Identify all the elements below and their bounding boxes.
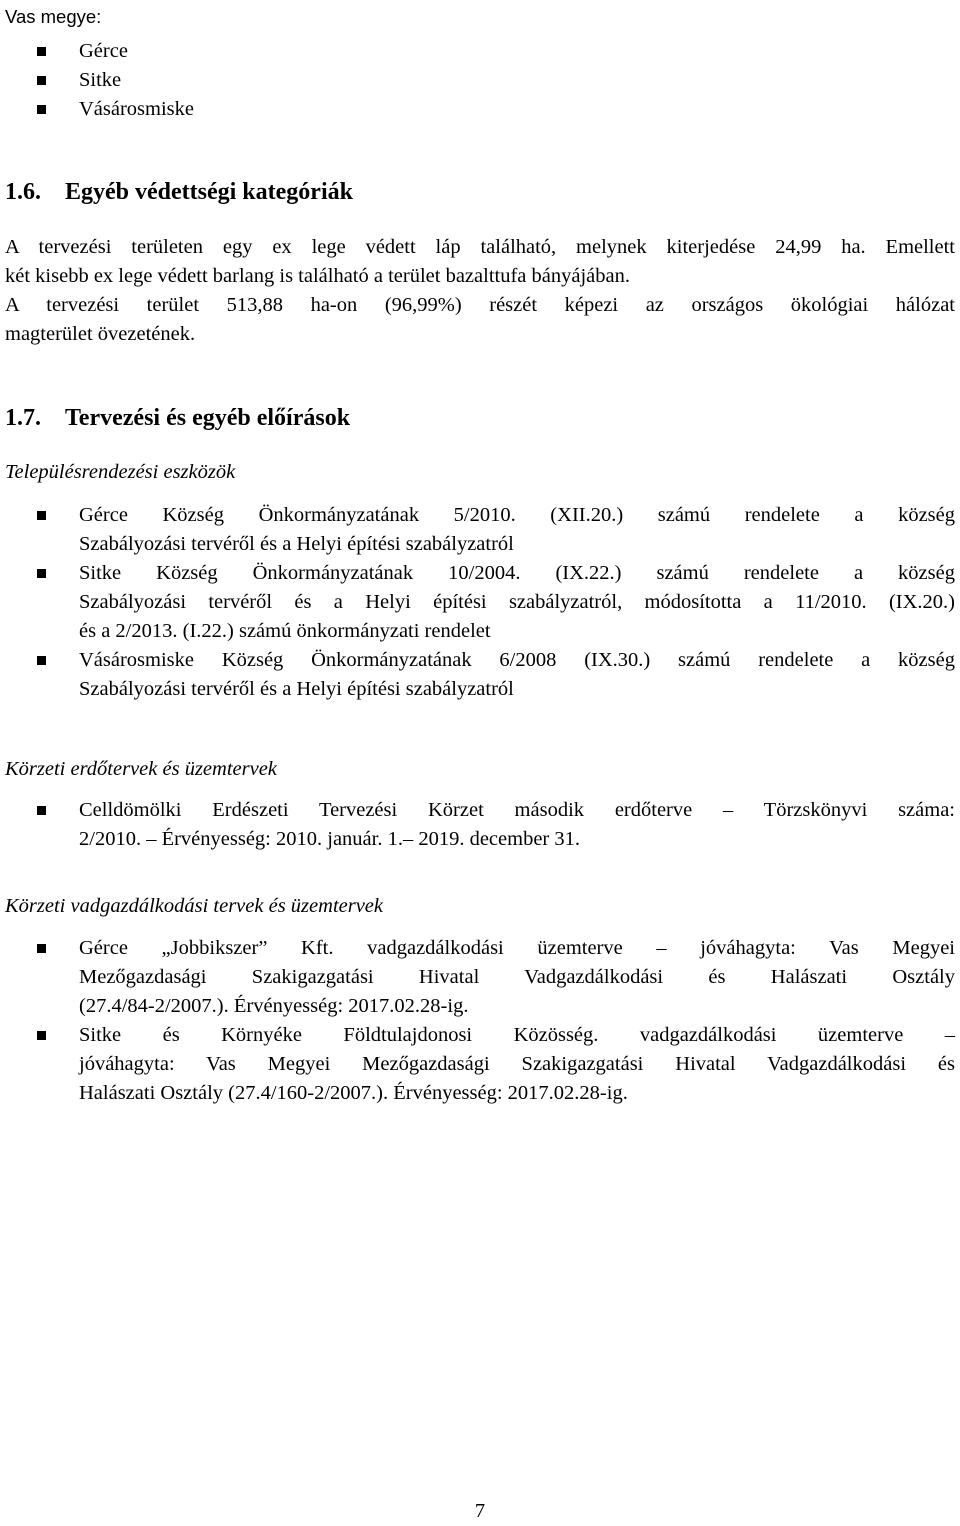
vad-list <box>5 934 955 1108</box>
erdo-list <box>5 796 955 854</box>
list-item: Vásárosmiske <box>5 95 955 124</box>
subheading-erdotervek: Körzeti erdőtervek és üzemtervek <box>5 758 277 780</box>
square-bullet-icon <box>37 569 46 578</box>
square-bullet-icon <box>37 105 46 114</box>
list-item: Celldömölki Erdészeti Tervezési Körzet második erdőterve – Törzskönyvi száma: 2/2010. – Érvényesség: 2010. január. 1.– 2019. december 31. <box>5 796 955 854</box>
list-item: Gérce Község Önkormányzatának 5/2010. (XII.20.) számú rendelete a község Szabályozási tervéről és a Helyi építési szabályzatról <box>5 501 955 559</box>
paragraph-line: két kisebb ex lege védett barlang is található a terület bazalttufa bányájában. <box>5 265 630 287</box>
list-item: Gérce <box>5 37 955 66</box>
square-bullet-icon <box>37 944 46 953</box>
list-item: Sitke <box>5 66 955 95</box>
document-page <box>5 0 955 1525</box>
list-item: Sitke Község Önkormányzatának 10/2004. (IX.22.) számú rendelete a község Szabályozási tervéről és a Helyi építési szabályzatról, módosította a 11/2010. (IX.20.) és a 2/2013. (I.22.) számú önkormányzati rendelet <box>5 559 955 646</box>
paragraph-line: A tervezési területen egy ex lege védett láp található, melynek kiterjedése 24,99 ha. Emellett <box>5 236 955 258</box>
section-1-6-paragraph <box>5 233 955 349</box>
square-bullet-icon <box>37 47 46 56</box>
square-bullet-icon <box>37 806 46 815</box>
list-item: Sitke és Környéke Földtulajdonosi Közösség. vadgazdálkodási üzemterve – jóváhagyta: Vas Megyei Mezőgazdasági Szakigazgatási Hivatal Vadgazdálkodási és Halászati Osztály (27.4/160-2/2007.). Érvényesség: 2017.02.28-ig. <box>5 1021 955 1108</box>
square-bullet-icon <box>37 511 46 520</box>
section-heading-1-7: 1.7. Tervezési és egyéb előírások <box>5 405 351 431</box>
paragraph-line: magterület övezetének. <box>5 323 196 345</box>
county-list <box>5 37 955 124</box>
square-bullet-icon <box>37 656 46 665</box>
paragraph-line: A tervezési terület 513,88 ha-on (96,99%) részét képezi az országos ökológiai hálózat <box>5 294 955 316</box>
square-bullet-icon <box>37 1031 46 1040</box>
list-item: Gérce „Jobbikszer” Kft. vadgazdálkodási üzemterve – jóváhagyta: Vas Megyei Mezőgazdasági Szakigazgatási Hivatal Vadgazdálkodási és Halászati Osztály (27.4/84-2/2007.). Érvényesség: 2017.02.28-ig. <box>5 934 955 1021</box>
county-label: Vas megye: <box>5 6 102 27</box>
section-heading-1-6: 1.6. Egyéb védettségi kategóriák <box>5 179 353 205</box>
telepules-list <box>5 501 955 704</box>
square-bullet-icon <box>37 76 46 85</box>
subheading-telepulesrendezes: Településrendezési eszközök <box>5 461 236 483</box>
list-item: Vásárosmiske Község Önkormányzatának 6/2008 (IX.30.) számú rendelete a község Szabályozási tervéről és a Helyi építési szabályzatról <box>5 646 955 704</box>
page-number: 7 <box>474 1500 486 1522</box>
subheading-vadgazdalkodas: Körzeti vadgazdálkodási tervek és üzemtervek <box>5 895 384 917</box>
